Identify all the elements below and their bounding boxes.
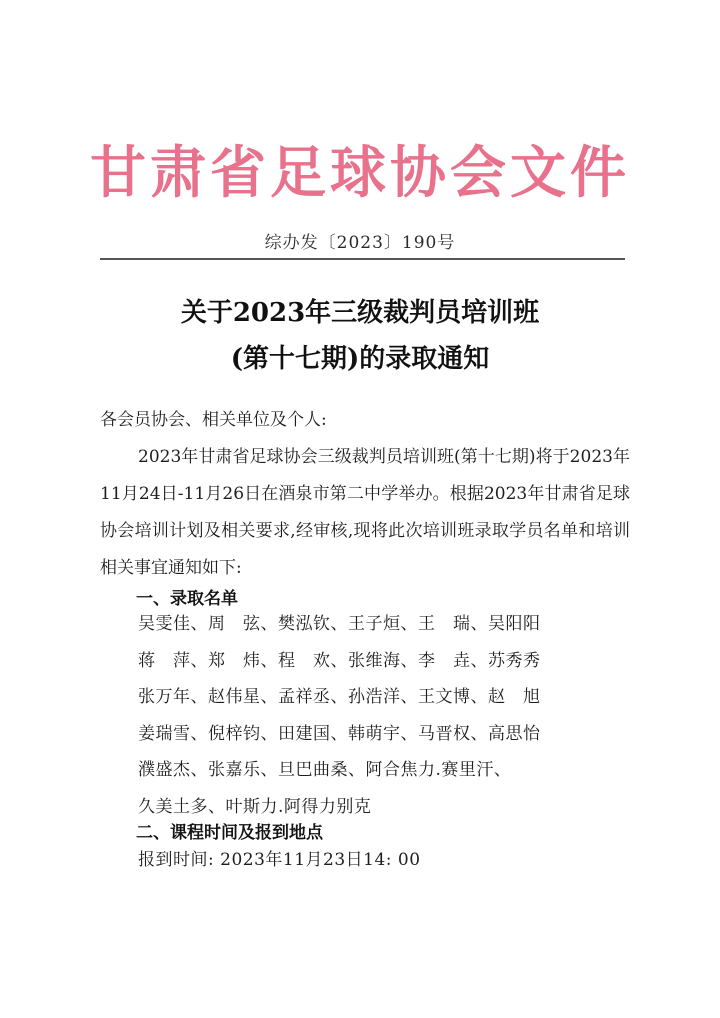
admitted-names-list — [138, 606, 638, 825]
header-divider — [100, 258, 625, 260]
body-paragraph: 2023年甘肃省足球协会三级裁判员培训班(第十七期)将于2023年11月24日-11月26日在酒泉市第二中学举办。根据2023年甘肃省足球协会培训计划及相关要求,经审核,现将此次培训班录取学员名单和培训相关事宜通知如下: — [100, 447, 630, 578]
section-heading-admission-list: 一、录取名单 — [136, 589, 238, 609]
name-list-line: 蒋 萍、郑 炜、程 欢、张维海、李 垚、苏秀秀 — [138, 650, 541, 671]
document-number: 综办发〔2023〕190号 — [264, 233, 456, 253]
notice-title-line1: 关于2023年三级裁判员培训班 — [180, 298, 540, 328]
name-list-line: 濮盛杰、张嘉乐、旦巴曲桑、阿合焦力.赛里汗、 — [138, 760, 512, 780]
name-list-line: 张万年、赵伟星、孟祥丞、孙浩洋、王文博、赵 旭 — [138, 687, 541, 707]
salutation: 各会员协会、相关单位及个人: — [100, 410, 327, 430]
report-time: 报到时间: 2023年11月23日14: 00 — [138, 850, 421, 870]
name-list-line: 姜瑞雪、倪梓钧、田建国、韩萌宇、马晋权、高思怡 — [138, 723, 541, 744]
org-header-title: 甘肃省足球协会文件 — [90, 140, 630, 206]
name-list-line: 吴雯佳、周 弦、樊泓钦、王子烜、王 瑞、吴阳阳 — [138, 614, 541, 634]
section-heading-schedule: 二、课程时间及报到地点 — [136, 823, 323, 843]
name-list-line: 久美土多、叶斯力.阿得力别克 — [138, 796, 372, 817]
notice-title-line2: (第十七期)的录取通知 — [230, 344, 490, 374]
